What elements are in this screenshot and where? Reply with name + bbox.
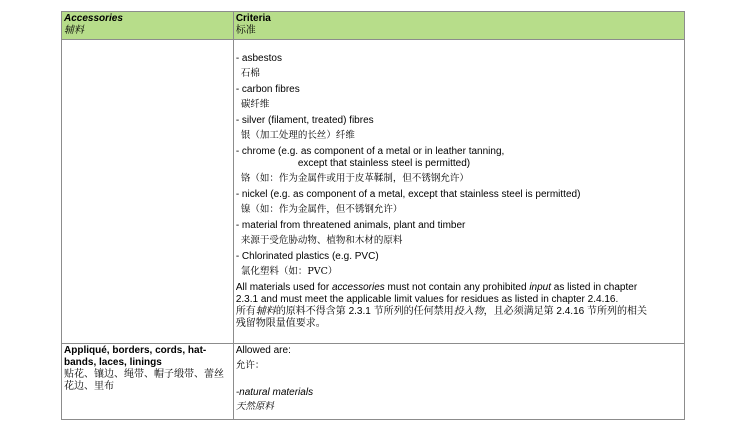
- applique-title-zh: 贴花、镶边、绳带、帽子缎带、蕾丝花边、里布: [64, 369, 224, 392]
- item-asbestos-zh: 石棉: [240, 68, 260, 79]
- allowed-en: Allowed are:: [235, 345, 291, 356]
- rule-paragraph-zh: 所有辅料的原料不得含第 2.3.1 节所列的任何禁用投入物，且必须满足第 2.4.16 节所列的相关: [235, 306, 647, 317]
- item-chlorinated-en: - Chlorinated plastics (e.g. PVC): [235, 251, 379, 262]
- item-chrome-en-cont: except that stainless steel is permitted): [297, 158, 471, 169]
- item-chlorinated-zh: 氯化塑料（如：PVC）: [240, 266, 338, 277]
- header-criteria-en: Criteria: [235, 13, 271, 24]
- table-header-row: [62, 12, 685, 40]
- rule-paragraph-en: All materials used for accessories must not contain any prohibited input as listed in chapter: [235, 282, 638, 293]
- natural-materials-en: -natural materials: [235, 387, 314, 398]
- accessories-criteria-table: [61, 11, 685, 420]
- header-accessories-en: Accessories: [64, 13, 123, 24]
- item-asbestos-en: - asbestos: [235, 53, 282, 64]
- header-criteria-cell: [233, 12, 684, 40]
- table-row-prohibited: [62, 40, 685, 344]
- item-chrome-en: - chrome (e.g. as component of a metal or in leather tanning,: [235, 146, 505, 157]
- item-silver-zh: 银（加工处理的长丝）纤维: [240, 130, 355, 141]
- item-carbon-zh: 碳纤维: [240, 99, 270, 110]
- item-silver-en: - silver (filament, treated) fibres: [235, 115, 374, 126]
- item-nickel-zh: 镍（如：作为金属件，但不锈钢允许）: [240, 204, 403, 215]
- allowed-zh: 允许：: [235, 360, 265, 371]
- rule-paragraph-zh-line2: 残留物限量值要求。: [235, 318, 326, 329]
- row2-criteria-cell: [233, 344, 684, 420]
- header-accessories-zh: 辅料: [64, 25, 84, 36]
- header-accessories-cell: [62, 12, 234, 40]
- item-chrome-zh: 铬（如：作为金属件或用于皮革鞣制，但不锈钢允许）: [240, 173, 469, 184]
- row1-label-cell: [62, 40, 234, 344]
- item-threatened-en: - material from threatened animals, plant and timber: [235, 220, 466, 231]
- item-carbon-en: - carbon fibres: [235, 84, 300, 95]
- applique-title-en: Appliqué, borders, cords, hat-bands, laces, linings: [64, 345, 207, 368]
- row1-criteria-cell: [233, 40, 684, 344]
- item-threatened-zh: 来源于受危胁动物、植物和木材的原料: [240, 235, 403, 246]
- table-row-applique: [62, 344, 685, 420]
- header-criteria-zh: 标准: [235, 25, 256, 36]
- row2-label-cell: [62, 344, 234, 420]
- item-nickel-en: - nickel (e.g. as component of a metal, except that stainless steel is permitted): [235, 189, 581, 200]
- rule-paragraph-en-line2: 2.3.1 and must meet the applicable limit values for residues as listed in chapter 2.4.16.: [235, 294, 619, 305]
- natural-materials-zh: 天然原料: [235, 401, 274, 412]
